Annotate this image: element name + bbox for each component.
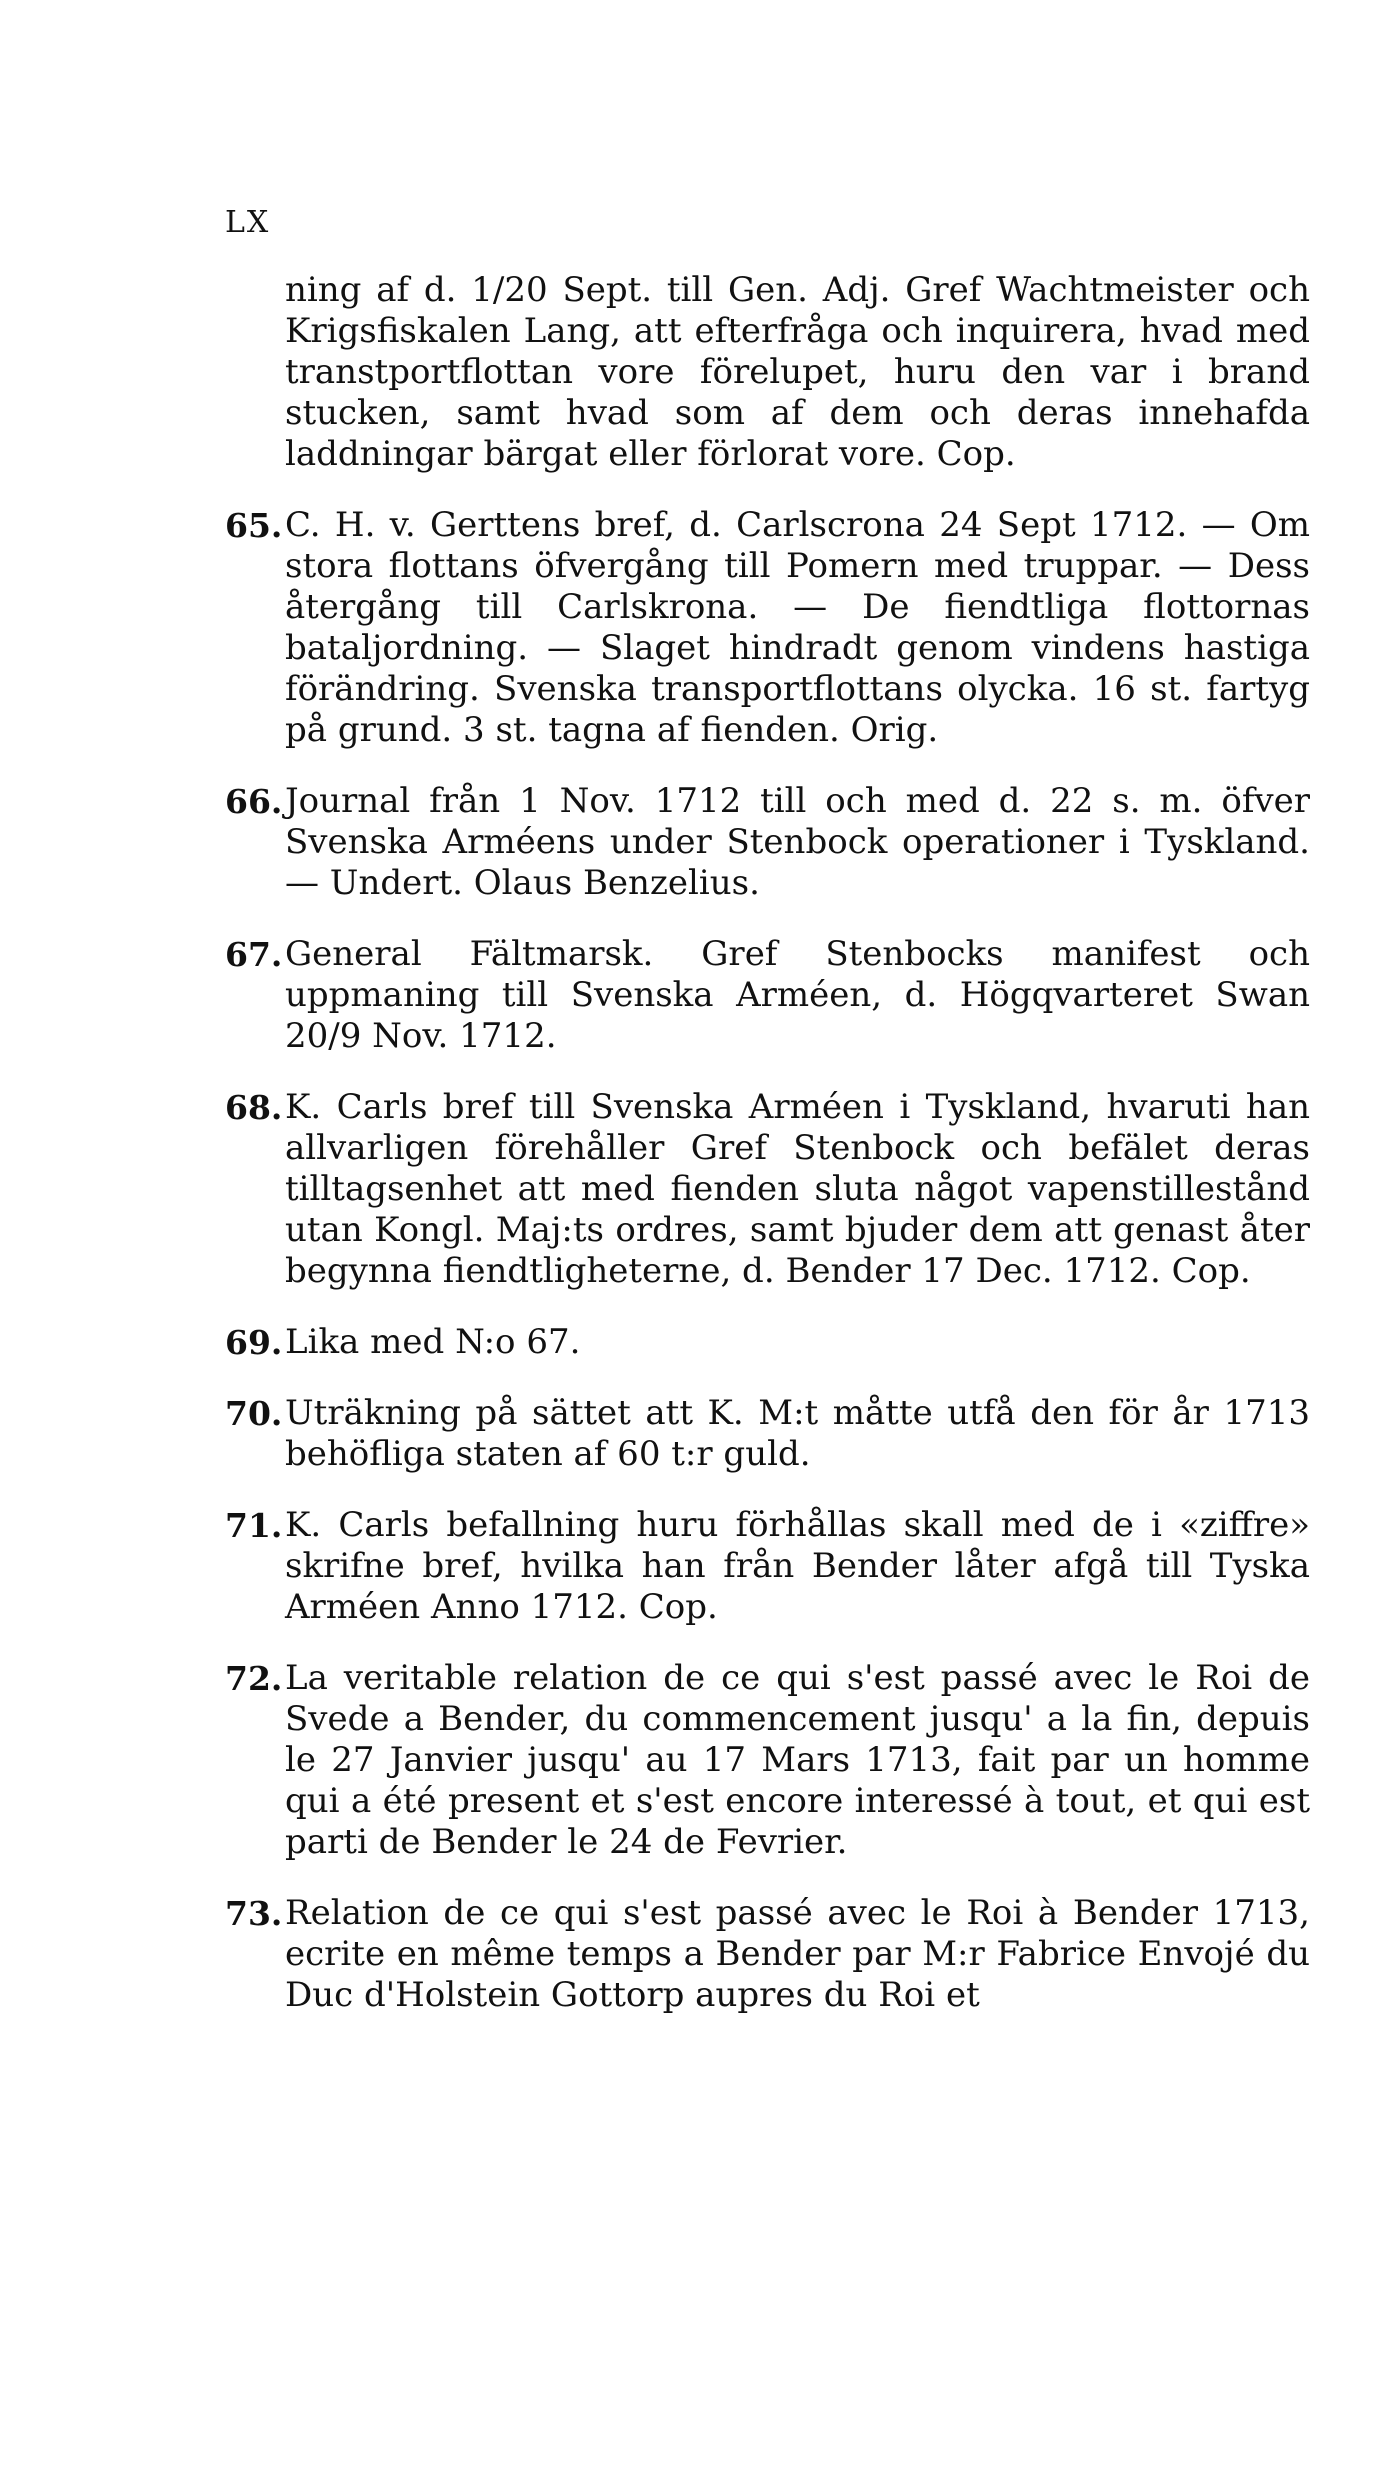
entries-list bbox=[225, 270, 1310, 2046]
entry-text: La veritable relation de ce qui s'est passé avec le Roi de Svede a Bender, du commencement jusqu' a la fin, depuis le 27 Janvier jusqu' au 17 Mars 1713, fait par un homme qui a été present et s'est encore interessé à tout, et qui est parti de Bender le 24 de Fevrier. bbox=[285, 1658, 1310, 1862]
list-item bbox=[225, 505, 1310, 751]
page-number: LX bbox=[225, 205, 271, 240]
entry-text: Journal från 1 Nov. 1712 till och med d. 22 s. m. öfver Svenska Arméens under Stenbock operationer i Tyskland. — Undert. Olaus Benzelius. bbox=[285, 781, 1310, 903]
list-item bbox=[225, 934, 1310, 1057]
entry-text: Relation de ce qui s'est passé avec le Roi à Bender 1713, ecrite en même temps a Bender par M:r Fabrice Envojé du Duc d'Holstein Gottorp aupres du Roi et bbox=[285, 1893, 1310, 2015]
list-item bbox=[225, 1087, 1310, 1292]
list-item bbox=[225, 781, 1310, 904]
entry-number: 65. bbox=[225, 506, 283, 545]
entry-text: General Fältmarsk. Gref Stenbocks manifest och uppmaning till Svenska Arméen, d. Högqvarteret Swan 20/9 Nov. 1712. bbox=[285, 934, 1310, 1056]
entry-number: 71. bbox=[225, 1506, 283, 1545]
list-item bbox=[225, 1393, 1310, 1475]
list-item bbox=[225, 1505, 1310, 1628]
entry-number: 68. bbox=[225, 1088, 283, 1127]
list-item bbox=[225, 1322, 1310, 1363]
entry-number: 67. bbox=[225, 935, 283, 974]
entry-number: 73. bbox=[225, 1894, 283, 1933]
continuation-paragraph: ning af d. 1/20 Sept. till Gen. Adj. Gref Wachtmeister och Krigsfiskalen Lang, att efterfråga och inquirera, hvad med transtportflottan vore förelupet, huru den var i brand stucken, samt hvad som af dem och deras innehafda laddningar bärgat eller förlorat vore. Cop. bbox=[285, 270, 1310, 474]
entry-text: C. H. v. Gerttens bref, d. Carlscrona 24 Sept 1712. — Om stora flottans öfvergång till Pomern med truppar. — Dess återgång till Carlskrona. — De fiendtliga flottornas bataljordning. — Slaget hindradt genom vindens hastiga förändring. Svenska transportflottans olycka. 16 st. fartyg på grund. 3 st. tagna af fienden. Orig. bbox=[285, 505, 1310, 750]
entry-number: 69. bbox=[225, 1323, 283, 1362]
list-item bbox=[225, 1658, 1310, 1863]
entry-number: 70. bbox=[225, 1394, 283, 1433]
entry-number: 72. bbox=[225, 1659, 283, 1698]
entry-number: 66. bbox=[225, 782, 283, 821]
entry-text: Uträkning på sättet att K. M:t måtte utfå den för år 1713 behöfliga staten af 60 t:r guld. bbox=[285, 1393, 1310, 1474]
list-item bbox=[225, 1893, 1310, 2016]
entry-text: K. Carls befallning huru förhållas skall med de i «ziffre» skrifne bref, hvilka han från Bender låter afgå till Tyska Arméen Anno 1712. Cop. bbox=[285, 1505, 1310, 1627]
entry-text: K. Carls bref till Svenska Arméen i Tyskland, hvaruti han allvarligen förehåller Gref Stenbock och befälet deras tilltagsenhet att med fienden sluta något vapenstillestånd utan Kongl. Maj:ts ordres, samt bjuder dem att genast åter begynna fiendtligheterne, d. Bender 17 Dec. 1712. Cop. bbox=[285, 1087, 1310, 1291]
entry-text: Lika med N:o 67. bbox=[285, 1322, 581, 1362]
